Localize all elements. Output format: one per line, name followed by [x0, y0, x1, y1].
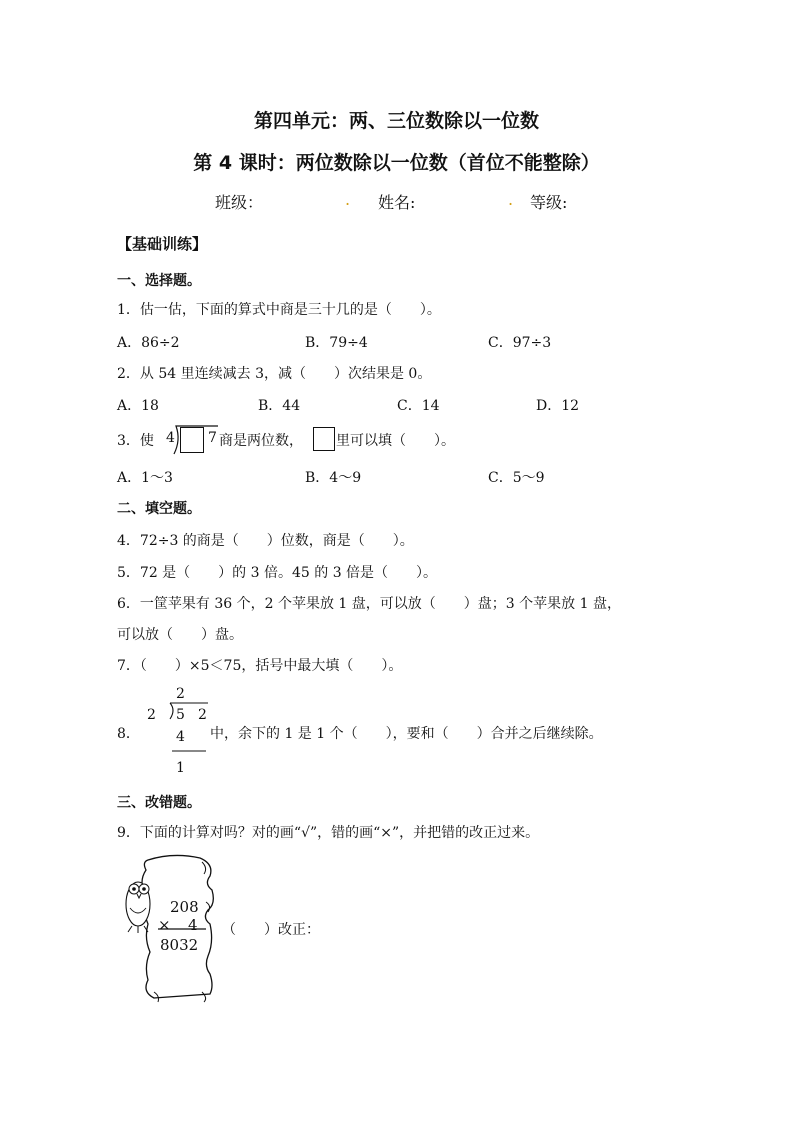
question-3-option-b: B．4～9	[305, 470, 362, 486]
multiplication-sign: ×	[158, 916, 171, 934]
section-basic-training: 【基础训练】	[117, 235, 208, 253]
question-2-option-c: C．14	[397, 398, 440, 414]
question-6-line-1: 6．一筐苹果有 36 个，2 个苹果放 1 盘，可以放（ ）盘；3 个苹果放 1 盘，	[117, 596, 621, 612]
question-5-text: 5．72 是（ ）的 3 倍。45 的 3 倍是（ ）。	[117, 565, 438, 581]
long-division-dividend-tens: 5	[176, 707, 185, 723]
multiplication-operand-1: 208	[170, 898, 199, 916]
blank-box-reference	[313, 427, 335, 451]
class-blank-mark: .	[345, 190, 351, 209]
question-6-line-2: 可以放（ ）盘。	[117, 627, 243, 643]
tree-owl-illustration	[118, 852, 228, 1004]
section-choice: 一、选择题。	[117, 273, 201, 289]
long-division-remainder: 1	[176, 760, 185, 776]
question-3-digit: 7	[208, 430, 217, 446]
multiplication-result: 8032	[160, 936, 199, 954]
question-2-text: 2．从 54 里连续减去 3，减（ ）次结果是 0。	[117, 366, 432, 382]
question-3-prefix: 3．使	[117, 433, 154, 449]
question-7-text: 7．（ ）×5＜75，括号中最大填（ ）。	[117, 658, 403, 674]
section-correct: 三、改错题。	[117, 795, 201, 811]
question-2-option-a: A．18	[117, 398, 159, 414]
question-9-answer: （ ）改正：	[222, 922, 320, 938]
question-3-suffix: 里可以填（ ）。	[336, 433, 455, 449]
question-1-option-c: C．97÷3	[488, 335, 552, 351]
unit-title: 第四单元：两、三位数除以一位数	[253, 110, 539, 132]
question-3-option-a: A．1～3	[117, 470, 173, 486]
multiplication-operand-2: 4	[188, 916, 198, 934]
question-4-text: 4．72÷3 的商是（ ）位数，商是（ ）。	[117, 533, 414, 549]
question-2-option-b: B．44	[258, 398, 301, 414]
question-8-text: 中，余下的 1 是 1 个（ ），要和（ ）合并之后继续除。	[210, 726, 603, 742]
question-2-option-d: D．12	[536, 398, 580, 414]
long-division-divisor: 2	[147, 707, 156, 723]
question-1-option-b: B．79÷4	[305, 335, 368, 351]
class-label: 班级：	[215, 193, 264, 212]
name-label: 姓名:	[378, 193, 416, 212]
question-3-option-c: C．5～9	[488, 470, 545, 486]
question-3-middle: 商是两位数，	[219, 433, 303, 449]
question-1-option-a: A．86÷2	[117, 335, 180, 351]
long-division-product: 4	[176, 729, 185, 745]
long-division-quotient: 2	[176, 686, 185, 702]
question-1-text: 1．估一估，下面的算式中商是三十几的是（ ）。	[117, 302, 441, 318]
question-9-text: 9．下面的计算对吗？对的画“√”，错的画“×”，并把错的改正过来。	[117, 825, 540, 841]
section-fill: 二、填空题。	[117, 501, 201, 517]
grade-label: 等级:	[530, 193, 568, 212]
lesson-title: 第 4 课时：两位数除以一位数（首位不能整除）	[193, 152, 600, 174]
question-8-number: 8．	[117, 726, 140, 742]
blank-digit-box	[180, 427, 204, 453]
name-blank-mark: .	[508, 190, 514, 209]
question-3-divisor: 4	[166, 430, 175, 446]
long-division-dividend-ones: 2	[198, 707, 207, 723]
